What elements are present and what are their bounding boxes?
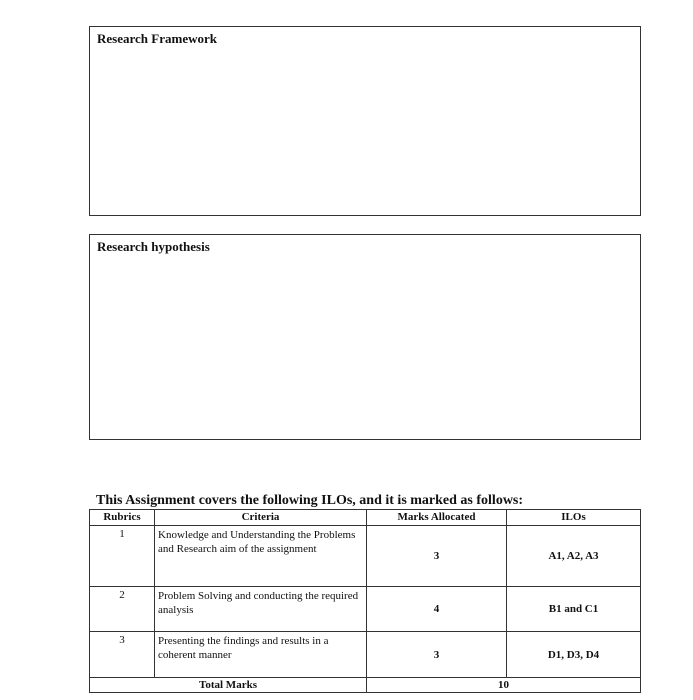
criteria-text: Problem Solving and conducting the required analysis: [155, 587, 367, 632]
column-header-criteria: Criteria: [155, 510, 367, 526]
ilo-codes: A1, A2, A3: [507, 526, 641, 587]
rubric-number: 1: [90, 526, 155, 587]
column-header-marks: Marks Allocated: [367, 510, 507, 526]
table-row: [90, 632, 641, 678]
column-header-ilos: ILOs: [507, 510, 641, 526]
criteria-text: Presenting the findings and results in a coherent manner: [155, 632, 367, 678]
ilo-marks-table: [89, 509, 641, 693]
research-hypothesis-box: [89, 234, 641, 440]
total-marks-label: Total Marks: [90, 678, 367, 693]
ilo-heading: This Assignment covers the following ILOs, and it is marked as follows:: [96, 493, 524, 508]
research-framework-box: [89, 26, 641, 216]
research-hypothesis-title: Research hypothesis: [97, 239, 210, 254]
marks-allocated: 3: [367, 632, 507, 678]
research-framework-title: Research Framework: [97, 31, 217, 46]
rubric-number: 2: [90, 587, 155, 632]
total-row: [90, 678, 641, 693]
marks-allocated: 3: [367, 526, 507, 587]
table-row: [90, 587, 641, 632]
table-row: [90, 526, 641, 587]
table-header-row: [90, 510, 641, 526]
total-marks-value: 10: [367, 678, 641, 693]
column-header-rubrics: Rubrics: [90, 510, 155, 526]
criteria-text: Knowledge and Understanding the Problems and Research aim of the assignment: [155, 526, 367, 587]
rubric-number: 3: [90, 632, 155, 678]
ilo-codes: D1, D3, D4: [507, 632, 641, 678]
marks-allocated: 4: [367, 587, 507, 632]
ilo-codes: B1 and C1: [507, 587, 641, 632]
